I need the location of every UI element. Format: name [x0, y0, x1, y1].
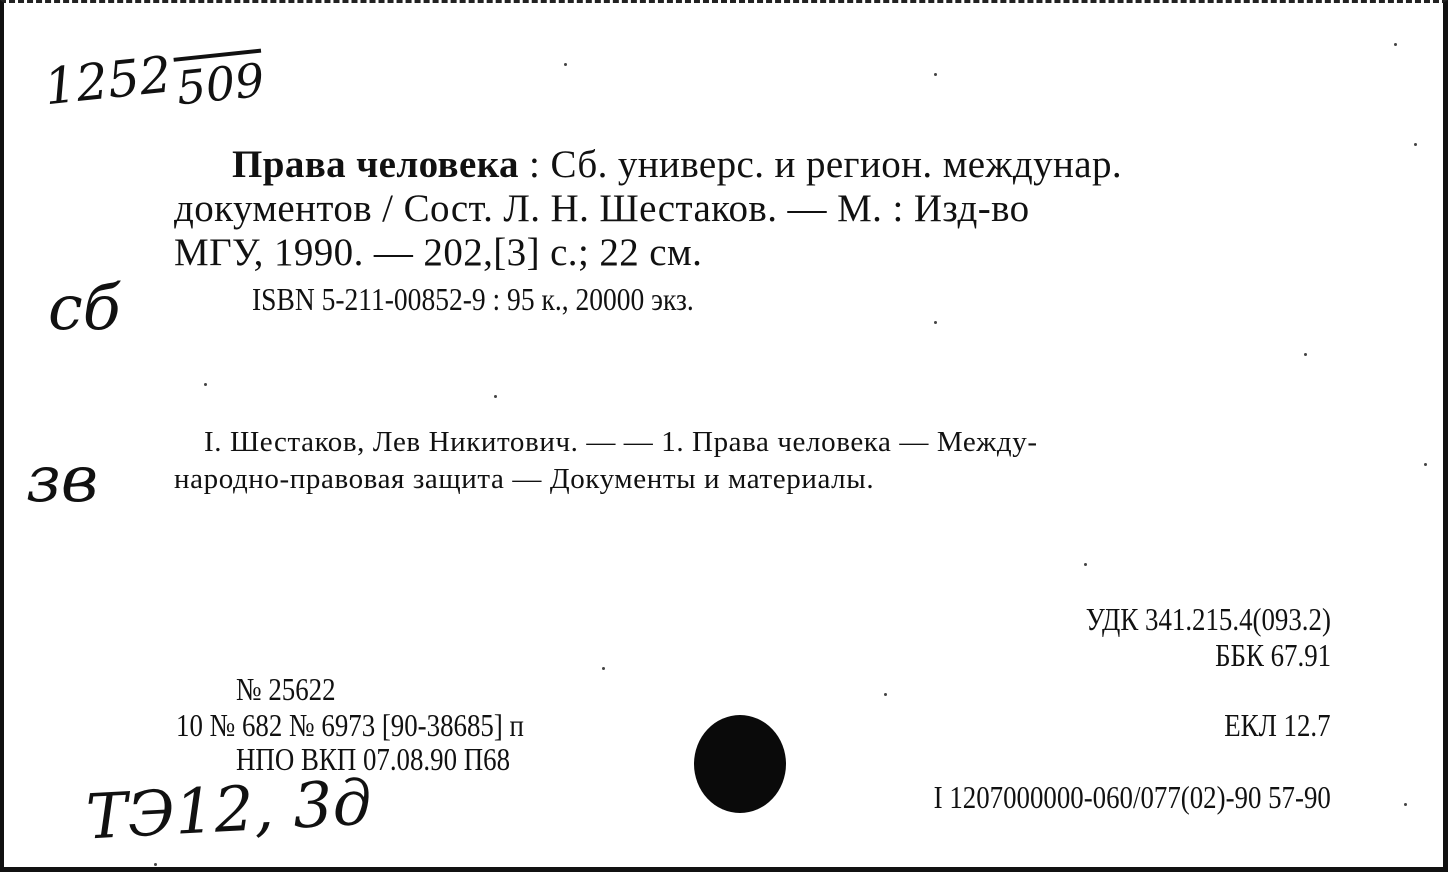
registration-publisher: НПО ВКП 07.08.90 П68	[236, 741, 511, 777]
entry-line-2: документов / Сост. Л. Н. Шестаков. — М. : Изд-во	[174, 187, 1030, 230]
punch-hole	[694, 715, 786, 813]
handwritten-shelfmark-top	[42, 36, 266, 117]
entry-line-3: МГУ, 1990. — 202,[3] с.; 22 см.	[174, 231, 703, 274]
isbn-line: ISBN 5-211-00852-9 : 95 к., 20000 экз.	[252, 281, 694, 317]
scan-speck	[494, 395, 497, 398]
scan-speck	[1404, 803, 1407, 806]
handwritten-margin-mark-zv: зв	[26, 443, 99, 517]
entry-title-rest: : Сб. универс. и регион. междунар.	[518, 143, 1123, 186]
scan-speck	[1424, 463, 1427, 466]
scan-speck	[1414, 143, 1417, 146]
entry-line-1	[232, 145, 1122, 184]
registration-order: 10 № 682 № 6973 [90-38685] п	[176, 707, 524, 743]
scan-speck	[204, 383, 207, 386]
scan-speck	[1084, 563, 1087, 566]
scan-speck	[602, 667, 605, 670]
index-code: I 1207000000-060/077(02)-90 57-90	[933, 779, 1331, 815]
handwritten-shelfmark-bottom: ТЭ12, 3д	[84, 765, 374, 854]
scan-speck	[1304, 353, 1307, 356]
handwritten-margin-mark-sb: сб	[48, 271, 121, 344]
udk-code: УДК 341.215.4(093.2)	[1085, 601, 1331, 637]
ekl-code: ЕКЛ 12.7	[1224, 707, 1331, 743]
scan-speck	[934, 73, 937, 76]
shelfmark-number: 1252	[41, 45, 175, 117]
scan-speck	[154, 863, 157, 866]
shelfmark-suffix: 509	[173, 52, 267, 116]
registration-number: № 25622	[236, 671, 336, 707]
entry-title: Права человека	[232, 143, 519, 186]
scan-speck	[1394, 43, 1397, 46]
scan-speck	[934, 321, 937, 324]
scan-speck	[884, 693, 887, 696]
subjects-line-2: народно-правовая защита — Документы и материалы.	[174, 463, 875, 495]
subjects-line-1: I. Шестаков, Лев Никитович. — — 1. Права человека — Между-	[204, 426, 1038, 458]
scan-speck	[564, 63, 567, 66]
bbk-code: ББК 67.91	[1215, 637, 1331, 673]
